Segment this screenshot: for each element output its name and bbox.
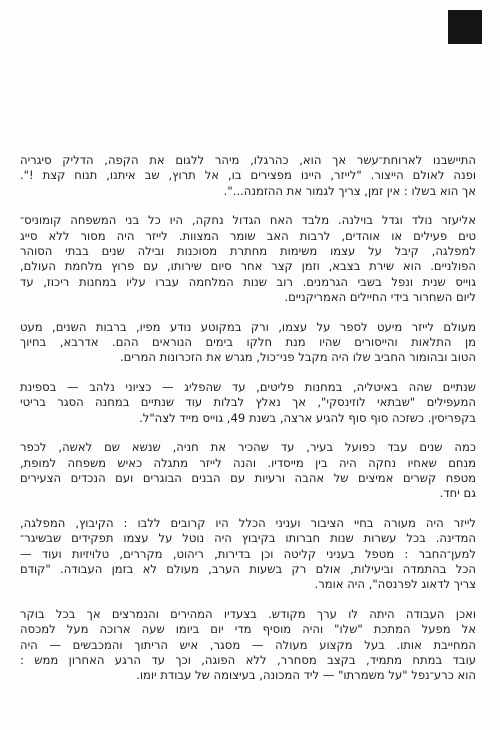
text-line: הוא כרע־נפל "על משמרתו" — ליד המכונה, בעיצומה של עבודת יומו.	[136, 668, 476, 683]
text-line: שנתיים שהה באיטליה, במחנות פליטים, עד שהפליג — כציוני נלהב — בספינת	[20, 379, 476, 394]
text-line: מן התלאות והייסורים שהיו מנת חלקו בימים הנוראים ההם. אדרבא, בחיוך	[20, 335, 476, 350]
text-line: צריך לדאוג לפרנסה", היה אומר.	[314, 577, 476, 592]
paragraph	[20, 380, 476, 426]
text-line: המעפילים "שבתאי לוזינסקי", אך נאלץ לבלות עוד שנתיים במחנה הסגר בריטי	[20, 395, 476, 410]
paragraph	[20, 516, 476, 593]
paragraph	[20, 440, 476, 502]
text-line: עובד במתח מתמיד, בקצב מסחרר, ללא הפוגה, וכך עד הרגע האחרון ממש :	[20, 652, 476, 667]
text-line: גוייס שנית ונפל בשבי הגרמנים. רוב שנות המלחמה עברו עליו במחנות ריכוז, עד	[20, 274, 476, 289]
text-line: אל מפעל המתכת "שלו" והיה מוסיף מדי יום ביומו שעה ארוכה מעל למכסה	[20, 622, 476, 637]
text-line: ליום השחרור בידי החיילים האמריקניים.	[284, 290, 476, 305]
text-line: לייזר היה מעורה בחיי הציבור ועניני הכלל היו קרובים ללבו : הקיבוץ, המפלגה,	[20, 515, 476, 530]
text-line: אליעזר נולד וגדל בוילנה. מלבד האח הגדול נחקה, היו כל בני המשפחה קומוניס־	[20, 213, 476, 228]
text-line: כמה שנים עבד כפועל בעיר, עד שהכיר את חניה, שנשא שם לאשה, לכפר	[20, 440, 476, 455]
text-line: הכל בהתמדה וביעילות, אולם רק בשעות הערב, מעולם לא בזמן העבודה. "קודם	[20, 561, 476, 576]
text-line: מנחם שאחיו נחקה היה בין מייסדיו. והנה לייזר מתגלה כאיש משפחה למופת,	[20, 455, 476, 470]
paragraph	[20, 153, 476, 199]
text-line: מעולם לייזר מיעט לספר על עצמו, ורק במקוטע נודע מפיו, ברבות השנים, מעט	[20, 319, 476, 334]
body-text	[20, 153, 476, 684]
text-line: התיישבנו לארוחת־עשר אך הוא, כהרגלו, מיהר ללגום את הקפה, הדליק סיגריה	[20, 153, 476, 167]
paragraph	[20, 213, 476, 305]
text-line: בקפריסין. כשזכה סוף סוף להגיע ארצה, בשנת 49, גוייס מייד לצה"ל.	[139, 410, 476, 425]
text-line: המדינה. בכל עשרות שנות חברותו בקיבוץ היה נוטל על עצמו תפקידים שבשיגר־	[20, 531, 476, 546]
paragraph	[20, 320, 476, 366]
text-line: גם יחד.	[439, 486, 476, 501]
text-line: ואכן העבודה היתה לו ערך מקודש. בצעדיו המהירים והנמרצים אך בכל בוקר	[20, 606, 476, 621]
text-line: הטוב ובהומור החביב שלו היה מקבל פני־כול, מגרש את הזכרונות המרים.	[119, 350, 476, 365]
text-line: טים פעילים או אוהדים, לרבות האב שומר המצוות. לייזר היה מסור ללא סייג	[20, 228, 476, 243]
text-line: המחייבת אותו. בעל מקצוע מעולה — מסגר, איש הריתוך והמכבשים — היה	[20, 637, 476, 652]
text-line: למפלגה, קיבל על עצמו משימות מחתרת מסוכנות ובילה שנים בבתי הסוהר	[20, 244, 476, 259]
text-line: הפולניים. הוא שירת בצבא, וזמן קצר אחר סיום שירותו, עם פרוץ מלחמת העולם,	[20, 259, 476, 274]
text-line: מטפח קשרים אמיצים של אהבה ורעיות עם הבנים הבוגרים ועם הנכדים הצעירים	[20, 470, 476, 485]
paragraph	[20, 607, 476, 684]
black-corner-marker	[448, 10, 482, 44]
text-line: למען־החבר : מטפל בעניני קליטה וכן בדירות, ריהוט, מקררים, טלויזיות ועוד —	[20, 546, 476, 561]
text-line: אך הוא בשלו : אין זמן, צריך לגמור את ההזמנה...".	[223, 183, 476, 198]
text-line: ופנה לאולם הייצור. "לייזר, היינו מפצירים בו, אל תרוץ, שב איתנו, תנוח קצת !".	[20, 168, 476, 183]
